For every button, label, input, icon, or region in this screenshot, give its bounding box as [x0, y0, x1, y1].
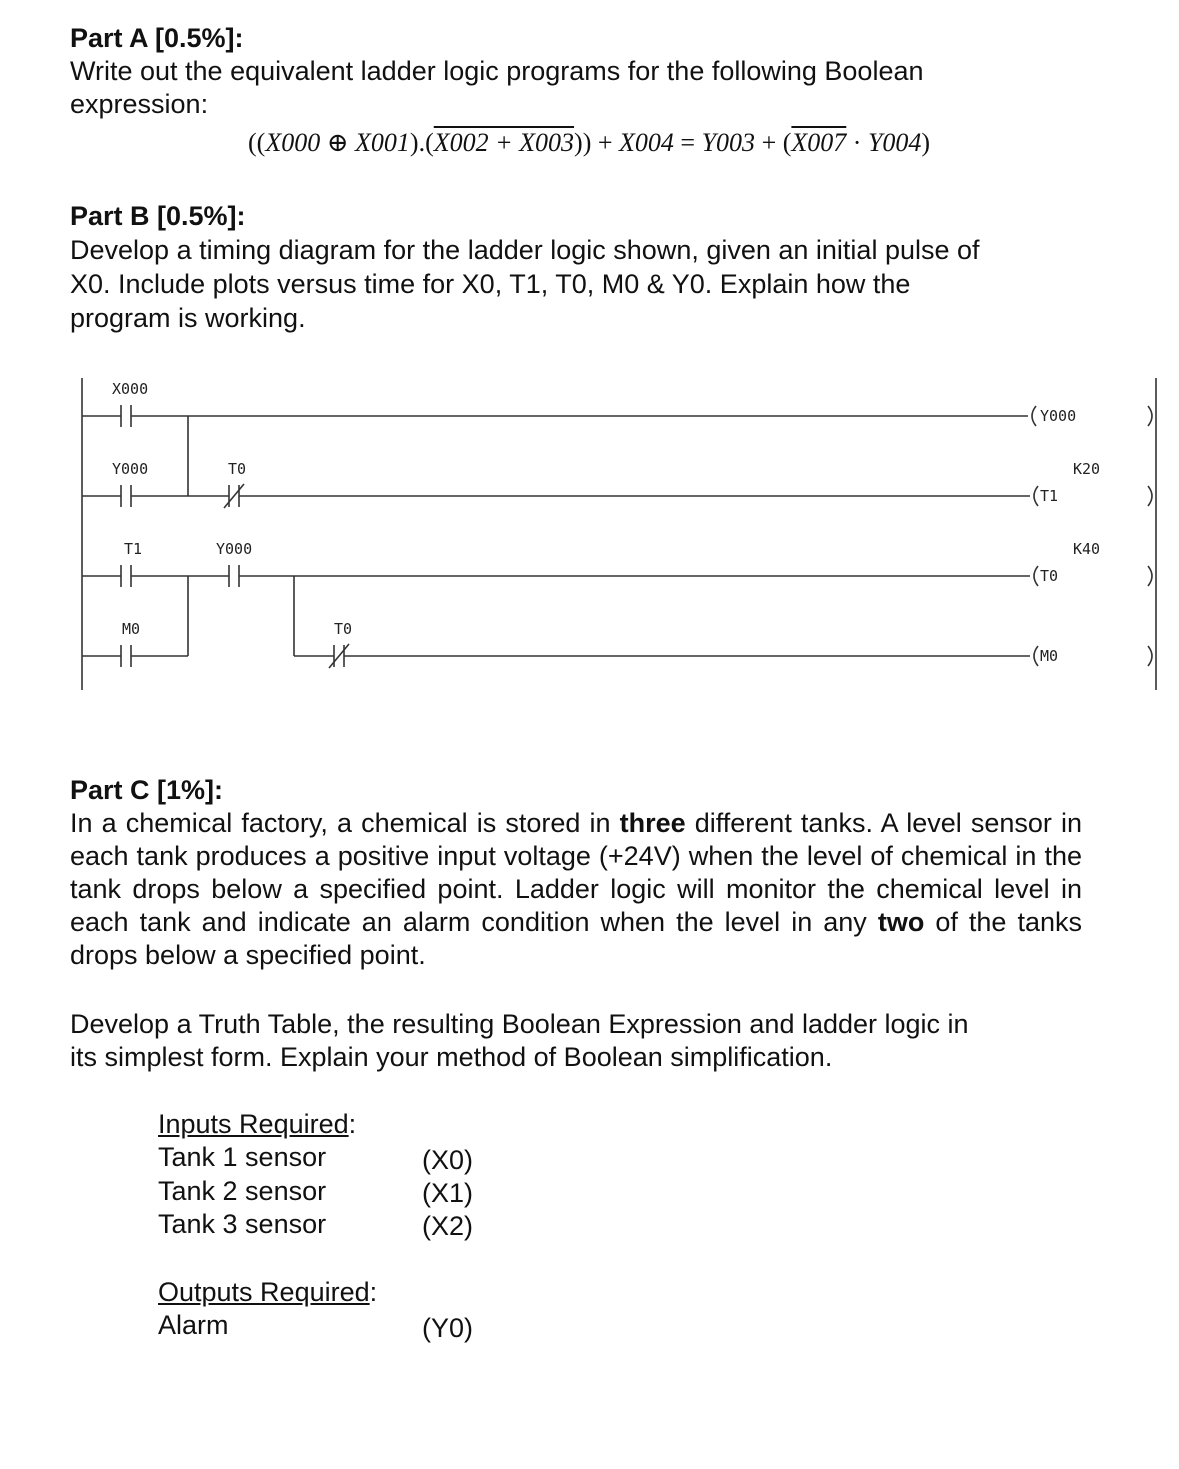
part-b-line1: Develop a timing diagram for the ladder logic shown, given an initial pulse of — [70, 235, 980, 265]
part-a-heading: Part A [0.5%]: — [70, 23, 244, 53]
rung2-contact-label: Y000 — [112, 460, 149, 478]
part-a-text: Write out the equivalent ladder logic programs for the following Boolean expression: — [70, 56, 924, 119]
input-name-3: Tank 3 sensor — [158, 1209, 327, 1239]
coil-m0-open — [1034, 646, 1038, 666]
part-a-equation: ((X000 ⊕ X001).(X002 + X003)) + X004 = Y003 + (X007 · Y004) — [248, 128, 931, 157]
rung2-coil-label: T1 — [1040, 487, 1059, 505]
ladder-diagram — [0, 370, 1179, 700]
rung1-contact-label: X000 — [112, 380, 149, 398]
rung3-setting-label: K40 — [1073, 540, 1101, 558]
input-name-2: Tank 2 sensor — [158, 1176, 327, 1206]
rung2-setting-label: K20 — [1073, 460, 1101, 478]
rung3-contact-label: T1 — [124, 540, 143, 558]
part-b-line2: X0. Include plots versus time for X0, T1, T0, M0 & Y0. Explain how the — [70, 269, 911, 299]
coil-t1-close — [1148, 486, 1152, 506]
coil-y000-open — [1032, 406, 1036, 426]
coil-t1-open — [1034, 486, 1038, 506]
rung4-contact-label: M0 — [122, 620, 141, 638]
part-b-heading: Part B [0.5%]: — [70, 201, 246, 231]
outputs-heading: Outputs Required: — [158, 1277, 378, 1307]
input-code-3: (X2) — [422, 1211, 474, 1241]
part-c-paragraph-1: In a chemical factory, a chemical is stored in three different tanks. A level sensor in each tank produces a positive input voltage (+24V) when the level of chemical in the tank drops below a specified point. Ladder logic will monitor the chemical level in each tank and indicate an alarm condition when the level in any two of the tanks drops below a specified point. — [70, 808, 1082, 970]
input-name-1: Tank 1 sensor — [158, 1142, 327, 1172]
part-c-line-simplification: its simplest form. Explain your method of Boolean simplification. — [70, 1042, 833, 1072]
coil-t0-close — [1148, 566, 1152, 586]
coil-y000-close — [1148, 406, 1152, 426]
coil-t0-open — [1034, 566, 1038, 586]
rung1-coil-label: Y000 — [1040, 407, 1077, 425]
coil-m0-close — [1148, 646, 1152, 666]
part-c-line-truth-table: Develop a Truth Table, the resulting Boolean Expression and ladder logic in — [70, 1009, 969, 1039]
output-code-1: (Y0) — [422, 1313, 474, 1343]
rung4-nc-contact-label: T0 — [334, 620, 353, 638]
inputs-heading: Inputs Required: — [158, 1109, 357, 1139]
part-c-heading: Part C [1%]: — [70, 775, 224, 805]
input-code-2: (X1) — [422, 1178, 474, 1208]
rung3-contact2-label: Y000 — [216, 540, 253, 558]
input-code-1: (X0) — [422, 1145, 474, 1175]
rung2-nc-contact-label: T0 — [228, 460, 247, 478]
output-name-1: Alarm — [158, 1310, 229, 1340]
part-b-line3: program is working. — [70, 303, 306, 333]
rung4-coil-label: M0 — [1040, 647, 1059, 665]
rung3-coil-label: T0 — [1040, 567, 1059, 585]
